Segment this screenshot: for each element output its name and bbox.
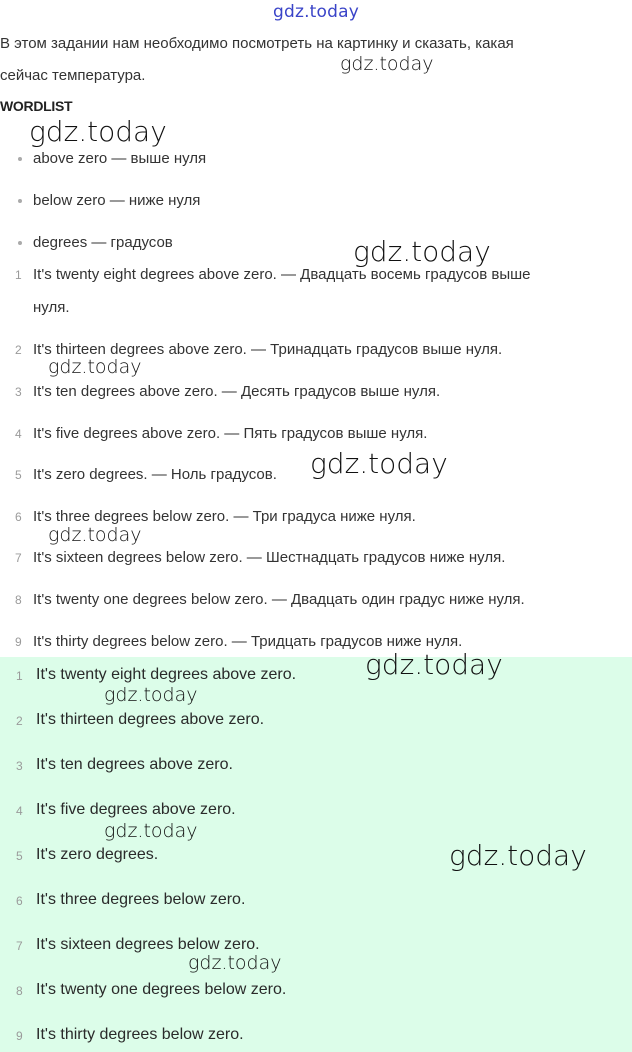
watermark: gdz.today xyxy=(104,684,198,706)
answer-text: It's sixteen degrees below zero. xyxy=(36,936,260,953)
watermark: gdz.today xyxy=(340,53,434,75)
watermark: gdz.today xyxy=(48,356,142,378)
translation-text: It's thirteen degrees above zero. — Тринадцать градусов выше нуля. xyxy=(33,341,503,358)
watermark: gdz.today xyxy=(353,235,491,268)
watermark: gdz.today xyxy=(310,447,448,480)
wordlist-item: below zero — ниже нуля xyxy=(33,192,201,209)
translation-text: It's three degrees below zero. — Три градуса ниже нуля. xyxy=(33,508,416,525)
answer-number: 1 xyxy=(16,669,23,683)
answer-number: 7 xyxy=(16,939,23,953)
watermark: gdz.today xyxy=(449,839,587,872)
translation-text: It's twenty eight degrees above zero. — Двадцать восемь градусов выше xyxy=(33,266,531,283)
watermark: gdz.today xyxy=(48,524,142,546)
wordlist-heading: WORDLIST xyxy=(0,98,73,114)
translation-text: It's twenty one degrees below zero. — Двадцать один градус ниже нуля. xyxy=(33,591,525,608)
intro-text-line-2: сейчас температура. xyxy=(0,67,146,84)
watermark: gdz.today xyxy=(365,648,503,681)
item-number: 1 xyxy=(15,268,22,282)
translation-text: It's ten degrees above zero. — Десять градусов выше нуля. xyxy=(33,383,441,400)
translation-text: It's five degrees above zero. — Пять градусов выше нуля. xyxy=(33,425,428,442)
answer-text: It's twenty eight degrees above zero. xyxy=(36,666,297,683)
answer-number: 6 xyxy=(16,894,23,908)
answer-number: 2 xyxy=(16,714,23,728)
wordlist-item: degrees — градусов xyxy=(33,234,173,251)
item-number: 4 xyxy=(15,427,22,441)
answer-text: It's ten degrees above zero. xyxy=(36,756,233,773)
wordlist-item: above zero — выше нуля xyxy=(33,150,207,167)
item-number: 9 xyxy=(15,635,22,649)
answer-number: 3 xyxy=(16,759,23,773)
item-number: 5 xyxy=(15,468,22,482)
bullet-icon xyxy=(18,241,22,245)
translation-text: It's sixteen degrees below zero. — Шестнадцать градусов ниже нуля. xyxy=(33,549,506,566)
bullet-icon xyxy=(18,157,22,161)
item-number: 7 xyxy=(15,551,22,565)
watermark: gdz.today xyxy=(104,820,198,842)
answer-text: It's twenty one degrees below zero. xyxy=(36,981,287,998)
answer-text: It's thirteen degrees above zero. xyxy=(36,711,265,728)
watermark: gdz.today xyxy=(29,115,167,148)
site-logo[interactable]: gdz.today xyxy=(272,2,360,22)
translation-text-continued: нуля. xyxy=(33,299,70,316)
item-number: 2 xyxy=(15,343,22,357)
answer-number: 9 xyxy=(16,1029,23,1043)
bullet-icon xyxy=(18,199,22,203)
watermark: gdz.today xyxy=(188,952,282,974)
answer-number: 5 xyxy=(16,849,23,863)
answer-text: It's zero degrees. xyxy=(36,846,159,863)
item-number: 6 xyxy=(15,510,22,524)
item-number: 8 xyxy=(15,593,22,607)
intro-text-line-1: В этом задании нам необходимо посмотреть на картинку и сказать, какая xyxy=(0,35,514,52)
answer-text: It's three degrees below zero. xyxy=(36,891,246,908)
answer-number: 8 xyxy=(16,984,23,998)
answer-number: 4 xyxy=(16,804,23,818)
item-number: 3 xyxy=(15,385,22,399)
translation-text: It's zero degrees. — Ноль градусов. xyxy=(33,466,277,483)
answer-text: It's thirty degrees below zero. xyxy=(36,1026,244,1043)
translation-text: It's thirty degrees below zero. — Тридцать градусов ниже нуля. xyxy=(33,633,463,650)
answer-text: It's five degrees above zero. xyxy=(36,801,236,818)
